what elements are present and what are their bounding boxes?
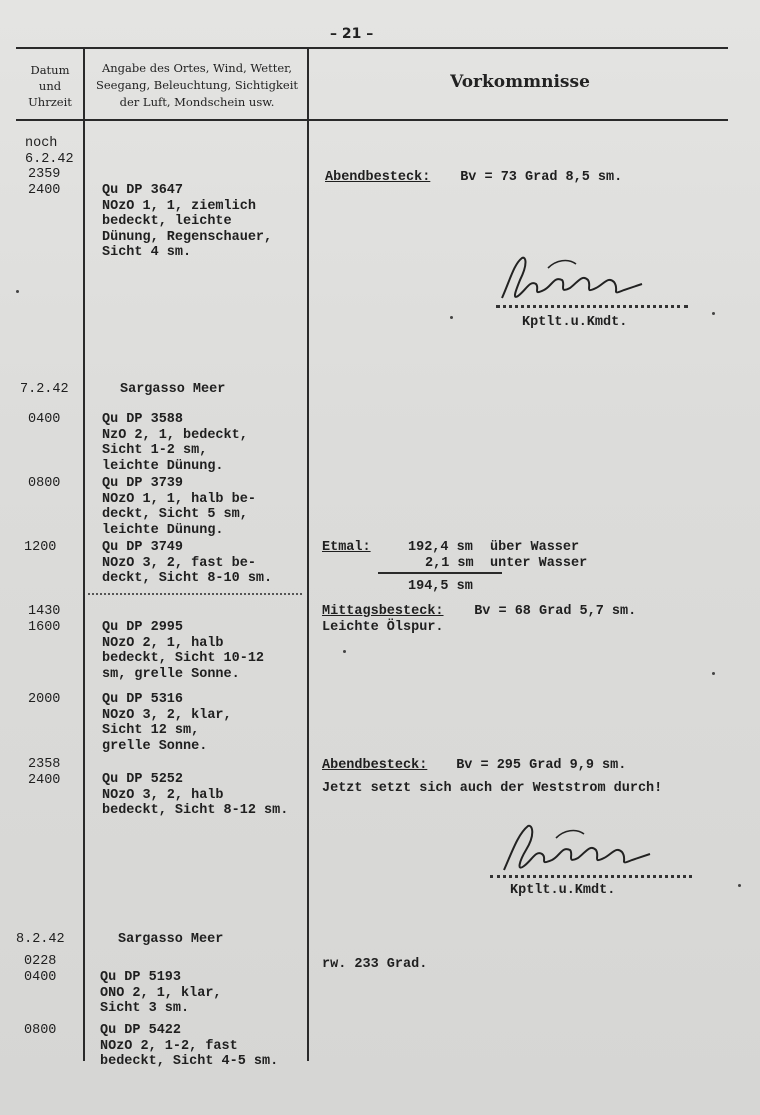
entry-location-weather: Qu DP 3749 NOzO 3, 2, fast be- deckt, Sicht 8-10 sm. <box>102 540 273 586</box>
sea-area-heading: Sargasso Meer <box>120 382 226 397</box>
entry-location-weather: Qu DP 3739 NOzO 1, 1, halb be- deckt, Sicht 5 sm, leichte Dünung. <box>102 476 256 538</box>
entry-location-weather: Qu DP 5316 NOzO 3, 2, klar, Sicht 12 sm, grelle Sonne. <box>102 692 232 754</box>
header-date-time: Datum und Uhrzeit <box>28 63 72 109</box>
etmal-total: 194,5 sm <box>408 579 473 594</box>
entry-time: 2359 2400 <box>28 167 61 198</box>
etmal-sum-rule <box>378 572 502 574</box>
signature-title-2: Kptlt.u.Kmdt. <box>510 883 616 898</box>
occurrence-label: Abendbesteck: <box>325 170 431 185</box>
entry-location-weather: Qu DP 3588 NzO 2, 1, bedeckt, Sicht 1-2 sm, leichte Dünung. <box>102 412 248 474</box>
occurrence-text: rw. 233 Grad. <box>322 957 428 972</box>
entry-location-weather: Qu DP 5252 NOzO 3, 2, halb bedeckt, Sicht 8-12 sm. <box>102 772 289 818</box>
entry-time: 2000 <box>28 692 61 707</box>
commander-signature-1 <box>492 250 662 310</box>
occurrence-text: Bv = 295 Grad 9,9 sm. <box>440 758 627 773</box>
entry-time: 0400 <box>28 412 61 427</box>
entry-date: noch 6.2.42 <box>25 136 74 167</box>
ink-speck <box>738 884 741 887</box>
ink-speck <box>450 316 453 319</box>
header-location-weather: Angabe des Ortes, Wind, Wetter, Seegang, Beleuchtung, Sichtigkeit der Luft, Mondschein usw. <box>95 61 299 109</box>
signature-line-2 <box>490 875 692 878</box>
column-divider-2 <box>307 49 309 1061</box>
occurrence-label: Mittagsbesteck: <box>322 604 444 619</box>
etmal-submerged-label: unter Wasser <box>490 556 588 571</box>
entry-time: 0228 0400 <box>24 954 57 985</box>
page-number: – 21 – <box>330 26 374 42</box>
occurrence-text: Bv = 73 Grad 8,5 sm. <box>444 170 623 185</box>
entry-date: 8.2.42 <box>16 932 65 947</box>
entry-time: 1200 <box>24 540 57 555</box>
entry-location-weather: Qu DP 3647 NOzO 1, 1, ziemlich bedeckt, leichte Dünung, Regenschauer, Sicht 4 sm. <box>102 183 273 260</box>
entry-time: 0800 <box>24 1023 57 1038</box>
etmal-surface-label: über Wasser <box>490 540 580 555</box>
column-divider-1 <box>83 49 85 1061</box>
etmal-surface-value: 192,4 sm <box>408 540 473 555</box>
commander-signature-2 <box>498 818 668 880</box>
sea-area-heading: Sargasso Meer <box>118 932 224 947</box>
entry-time: 0800 <box>28 476 61 491</box>
header-occurrences: Vorkommnisse <box>450 72 590 92</box>
signature-line-1 <box>496 305 688 308</box>
header-bottom-rule <box>16 119 728 121</box>
entry-location-weather: Qu DP 5422 NOzO 2, 1-2, fast bedeckt, Sicht 4-5 sm. <box>100 1023 279 1069</box>
etmal-label: Etmal: <box>322 540 371 555</box>
ink-speck <box>343 650 346 653</box>
occurrence-text-2: Jetzt setzt sich auch der Weststrom durch! <box>322 781 663 796</box>
entry-separator <box>88 593 302 595</box>
ink-speck <box>712 312 715 315</box>
ink-speck <box>712 672 715 675</box>
occurrence-text: Bv = 68 Grad 5,7 sm. <box>458 604 637 619</box>
etmal-submerged-value: 2,1 sm <box>425 556 474 571</box>
entry-location-weather: Qu DP 2995 NOzO 2, 1, halb bedeckt, Sicht 10-12 sm, grelle Sonne. <box>102 620 265 682</box>
ink-speck <box>16 290 19 293</box>
entry-location-weather: Qu DP 5193 ONO 2, 1, klar, Sicht 3 sm. <box>100 970 222 1016</box>
entry-date: 7.2.42 <box>20 382 69 397</box>
table-top-rule <box>16 47 728 49</box>
occurrence-text-2: Leichte Ölspur. <box>322 620 444 635</box>
occurrence-label: Abendbesteck: <box>322 758 428 773</box>
entry-time: 1430 1600 <box>28 604 61 635</box>
entry-time: 2358 2400 <box>28 757 61 788</box>
signature-title-1: Kptlt.u.Kmdt. <box>522 315 628 330</box>
